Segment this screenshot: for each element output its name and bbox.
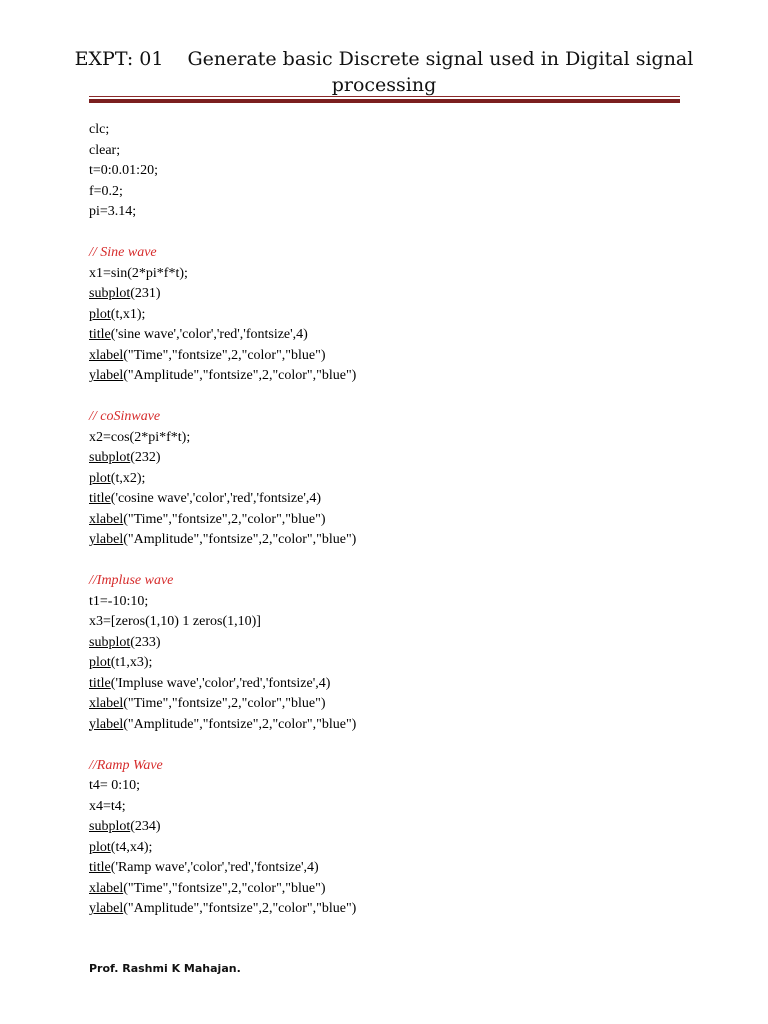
code-line: x2=cos(2*pi*f*t); (89, 429, 191, 445)
code-line (89, 653, 689, 674)
ramp-comment: //Ramp Wave (89, 757, 163, 773)
footer-author: Prof. Rashmi K Mahajan. (89, 962, 241, 975)
code-line: f=0.2; (89, 183, 123, 199)
code-line: clc; (89, 122, 110, 137)
function-args: (231) (130, 286, 161, 301)
code-line (89, 715, 689, 736)
code-line: x1=sin(2*pi*f*t); (89, 265, 188, 281)
code-line: pi=3.14; (89, 204, 137, 219)
function-args: ("Time","fontsize",2,"color","blue") (123, 880, 326, 896)
code-line (89, 366, 689, 387)
code-line (89, 899, 689, 920)
code-line (89, 694, 689, 715)
impulse-comment: //Impluse wave (89, 573, 174, 588)
function-name: subplot (89, 634, 131, 650)
cosine-comment: // coSinwave (89, 409, 161, 424)
function-name: ylabel (89, 532, 124, 547)
code-line (89, 879, 689, 900)
function-name: plot (89, 306, 111, 322)
code-line: clear; (89, 142, 121, 158)
title-line-2: processing (331, 74, 437, 96)
function-args: ('Ramp wave','color','red','fontsize',4) (110, 860, 319, 875)
function-name: plot (89, 655, 111, 670)
function-name: ylabel (89, 901, 124, 916)
function-args: (t4,x4); (110, 839, 153, 855)
code-line (89, 284, 689, 305)
function-name: title (89, 491, 111, 506)
page-title (0, 46, 768, 98)
sine-comment: // Sine wave (89, 245, 157, 260)
function-name: subplot (89, 450, 131, 465)
code-line (89, 838, 689, 859)
code-line: x3=[zeros(1,10) 1 zeros(1,10)] (89, 614, 261, 629)
blank-line (89, 223, 689, 244)
code-line: t1=-10:10; (89, 593, 149, 609)
function-args: ("Time","fontsize",2,"color","blue") (123, 511, 326, 527)
function-name: title (89, 675, 111, 691)
code-line (89, 633, 689, 654)
function-args: (t,x1); (110, 306, 146, 322)
function-args: (232) (130, 450, 161, 465)
experiment-title: Generate basic Discrete signal used in Digital signal (187, 48, 694, 70)
code-line (89, 325, 689, 346)
function-name: plot (89, 470, 111, 486)
function-args: (234) (130, 819, 161, 834)
function-name: title (89, 327, 111, 342)
function-args: (t1,x3); (110, 655, 153, 670)
code-line (89, 489, 689, 510)
function-args: ("Amplitude","fontsize",2,"color","blue") (123, 901, 357, 916)
function-name: title (89, 860, 111, 875)
code-line (89, 530, 689, 551)
function-args: ("Amplitude","fontsize",2,"color","blue") (123, 368, 357, 383)
code-line (89, 858, 689, 879)
title-line-1 (0, 46, 768, 72)
code-line (89, 448, 689, 469)
experiment-number: EXPT: 01 (74, 48, 164, 70)
function-name: subplot (89, 286, 131, 301)
function-args: ("Time","fontsize",2,"color","blue") (123, 347, 326, 363)
code-line (89, 469, 689, 490)
function-args: ('sine wave','color','red','fontsize',4) (110, 327, 308, 342)
code-line (89, 510, 689, 531)
function-name: xlabel (89, 880, 124, 896)
function-args: (233) (130, 634, 161, 650)
code-line (89, 817, 689, 838)
divider-thick-line (89, 99, 680, 103)
function-args: ("Time","fontsize",2,"color","blue") (123, 696, 326, 711)
code-listing (89, 120, 689, 920)
code-line (89, 674, 689, 695)
function-name: xlabel (89, 696, 124, 711)
function-name: plot (89, 839, 111, 855)
divider-thin-line (89, 96, 680, 97)
function-name: ylabel (89, 368, 124, 383)
blank-line (89, 387, 689, 408)
code-line: x4=t4; (89, 798, 126, 814)
function-name: xlabel (89, 511, 124, 527)
function-args: ("Amplitude","fontsize",2,"color","blue") (123, 716, 357, 732)
blank-line (89, 551, 689, 572)
code-line (89, 305, 689, 326)
function-args: ('cosine wave','color','red','fontsize',4) (110, 491, 322, 506)
function-name: xlabel (89, 347, 124, 363)
function-args: ('Impluse wave','color','red','fontsize',4) (110, 675, 331, 691)
code-line: t4= 0:10; (89, 778, 141, 793)
function-name: subplot (89, 819, 131, 834)
function-args: ("Amplitude","fontsize",2,"color","blue") (123, 532, 357, 547)
code-line: t=0:0.01:20; (89, 163, 158, 178)
function-name: ylabel (89, 716, 124, 732)
code-line (89, 346, 689, 367)
function-args: (t,x2); (110, 470, 146, 486)
blank-line (89, 735, 689, 756)
